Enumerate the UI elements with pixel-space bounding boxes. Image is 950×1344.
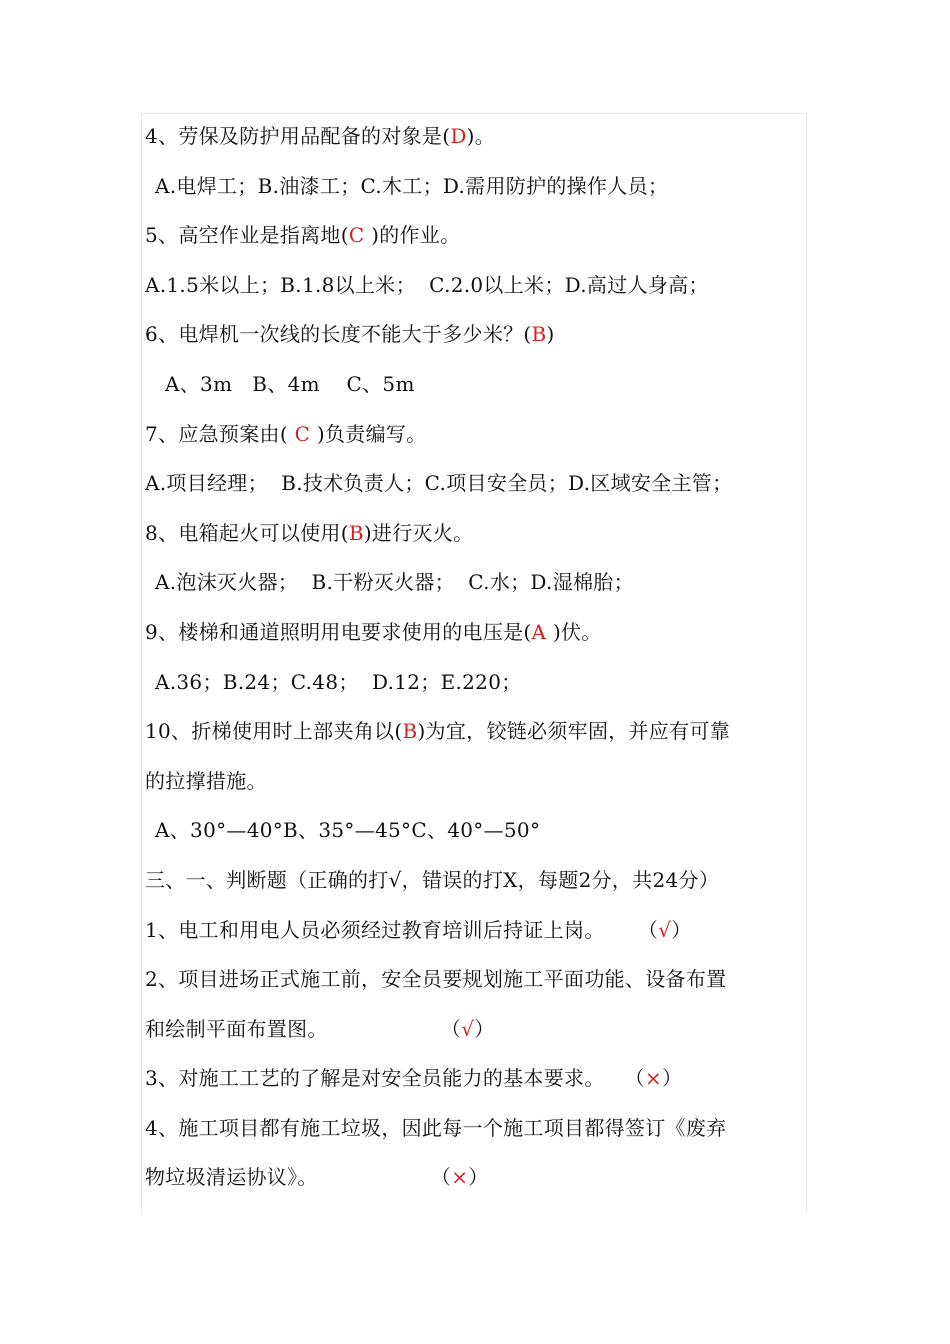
line-text: 4、施工项目都有施工垃圾，因此每一个施工项目都得签订《废弃 [145, 1115, 727, 1140]
document-body [145, 112, 809, 1203]
line-text: A.1.5米以上；B.1.8以上米； C.2.0以上米；D.高过人身高； [145, 272, 709, 297]
document-line [145, 757, 809, 807]
line-text: 的拉撑措施。 [145, 768, 267, 793]
document-line [145, 162, 809, 212]
line-text-suffix: ） [671, 917, 692, 942]
document-line [145, 1153, 809, 1203]
document-line [145, 1054, 809, 1104]
answer-mark: A [531, 619, 547, 644]
answer-mark: √ [658, 917, 672, 942]
document-line [145, 459, 809, 509]
document-line [145, 410, 809, 460]
line-text: A、30°—40°B、35°—45°C、40°—50° [155, 818, 541, 843]
line-text: 4、劳保及防护用品配备的对象是( [145, 124, 451, 148]
line-text: 7、应急预案由( [145, 421, 295, 446]
line-text-suffix: )为宜，铰链必须牢固，并应有可靠 [417, 719, 731, 744]
document-line [145, 1104, 809, 1154]
line-text: 2、项目进场正式施工前，安全员要规划施工平面功能、设备布置 [145, 967, 727, 992]
document-line [145, 509, 809, 559]
document-line [145, 955, 809, 1005]
document-line [145, 1005, 809, 1055]
document-line [145, 856, 809, 906]
line-text: 5、高空作业是指离地( [145, 223, 349, 248]
line-text: 物垃圾清运协议》。 （ [145, 1165, 452, 1190]
line-text: 10、折梯使用时上部夹角以( [145, 719, 403, 744]
answer-mark: B [348, 520, 364, 545]
answer-mark: C [348, 223, 365, 248]
line-text: A.36；B.24；C.48； D.12；E.220； [155, 669, 522, 694]
answer-mark: B [531, 322, 547, 347]
document-line [145, 906, 809, 956]
document-line [145, 261, 809, 311]
line-text-suffix: ） [474, 1016, 495, 1041]
answer-mark: B [402, 719, 418, 744]
line-text: 6、电焊机一次线的长度不能大于多少米？( [145, 322, 532, 347]
line-text-suffix: )伏。 [546, 619, 602, 644]
document-line [145, 658, 809, 708]
line-text: 8、电箱起火可以使用( [145, 520, 349, 545]
answer-mark: C [294, 421, 311, 446]
document-line [145, 707, 809, 757]
line-text: 1、电工和用电人员必须经过教育培训后持证上岗。 （ [145, 917, 659, 942]
line-text: A.项目经理； B.技术负责人；C.项目安全员；D.区域安全主管； [145, 471, 733, 496]
line-text-suffix: )的作业。 [364, 223, 461, 248]
line-text-suffix: ） [468, 1165, 489, 1190]
document-line [145, 608, 809, 658]
document-line [145, 806, 809, 856]
line-text-suffix: ) [546, 322, 555, 347]
line-text: A.泡沫灭火器； B.干粉灭火器； C.水；D.湿棉胎； [155, 570, 634, 595]
line-text: 三、一、判断题（正确的打√，错误的打X，每题2分，共24分） [145, 867, 720, 892]
document-line [145, 310, 809, 360]
document-line [145, 112, 809, 162]
line-text: A.电焊工；B.油漆工；C.木工；D.需用防护的操作人员； [155, 173, 669, 198]
document-line [145, 360, 809, 410]
line-text: 9、楼梯和通道照明用电要求使用的电压是( [145, 619, 532, 644]
answer-mark: √ [461, 1016, 475, 1041]
line-text-suffix: )进行灭火。 [363, 520, 474, 545]
document-line [145, 558, 809, 608]
line-text-suffix: ） [661, 1066, 683, 1091]
line-text-suffix: )。 [466, 124, 496, 148]
answer-mark: × [644, 1066, 662, 1091]
answer-mark: D [450, 124, 467, 148]
document-line [145, 211, 809, 261]
answer-mark: × [451, 1165, 469, 1190]
line-text-suffix: )负责编写。 [310, 421, 427, 446]
line-text: A、3m B、4m C、5m [165, 371, 415, 396]
line-text: 3、对施工工艺的了解是对安全员能力的基本要求。 （ [145, 1066, 645, 1091]
line-text: 和绘制平面布置图。 （ [145, 1016, 462, 1041]
